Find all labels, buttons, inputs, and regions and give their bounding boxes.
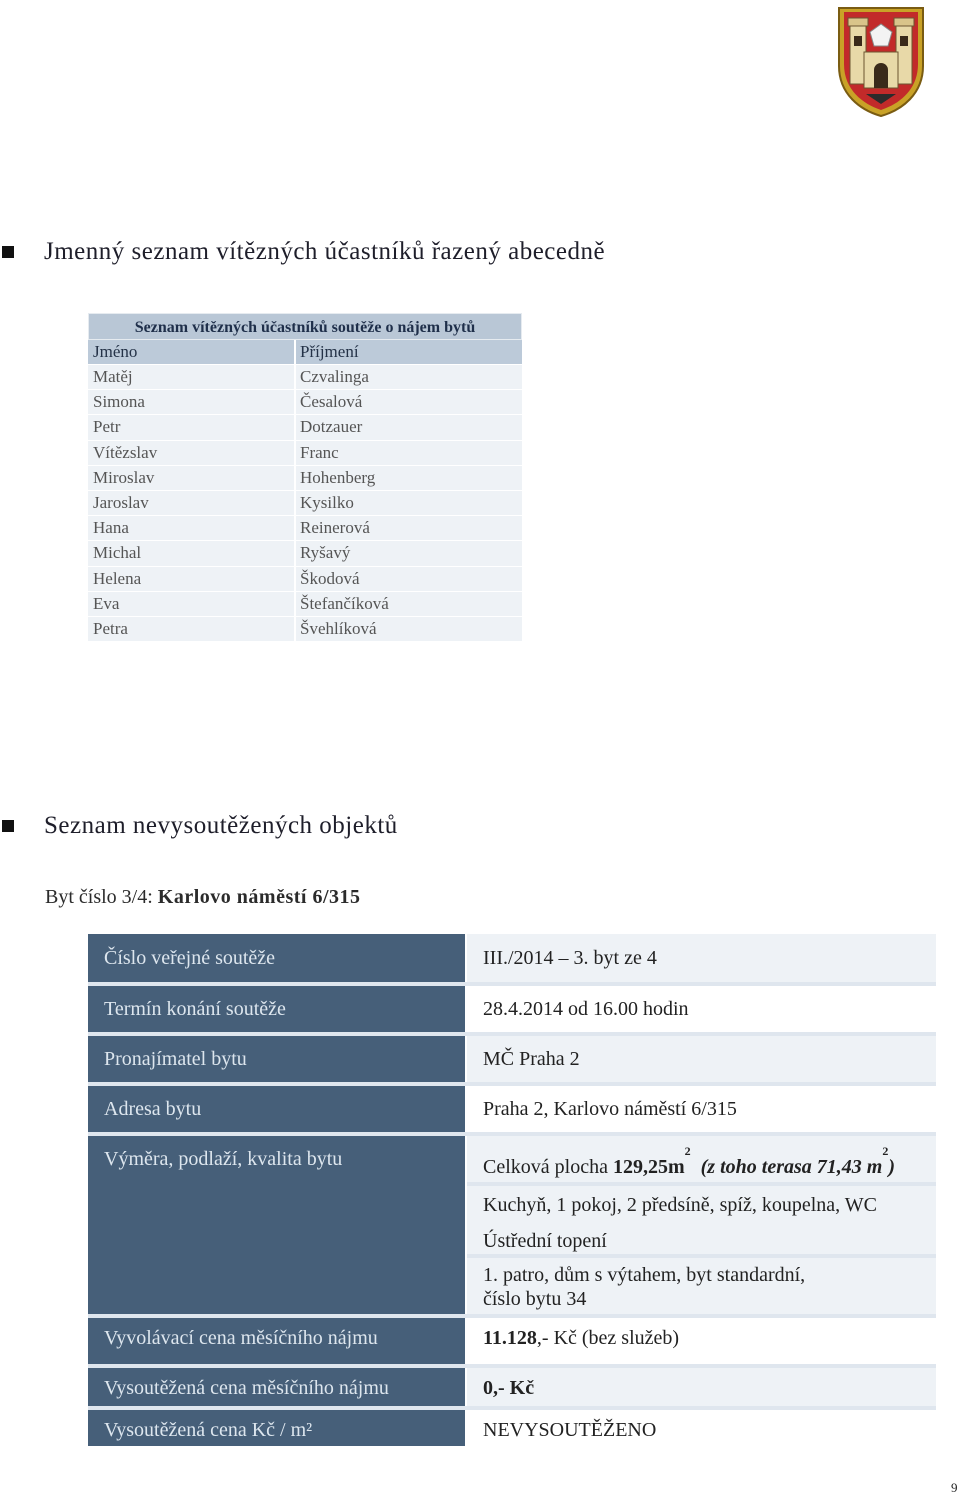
detail-label: Termín konání soutěže [88, 986, 465, 1032]
section-header-unsold [0, 812, 398, 840]
detail-value: Praha 2, Karlovo náměstí 6/315 [467, 1086, 936, 1132]
row-divider [467, 1182, 936, 1186]
table-row [88, 389, 522, 414]
first-name-cell: Vítězslav [88, 441, 296, 465]
last-name-cell: Štefančíková [300, 593, 389, 613]
area-value: 129,25m [612, 1156, 685, 1178]
detail-value: MČ Praha 2 [467, 1036, 936, 1082]
detail-row-competition-number [88, 934, 936, 982]
apartment-number: Byt číslo 3/4: [45, 886, 158, 908]
last-name-cell: Reinerová [300, 518, 370, 538]
first-name-cell: Helena [88, 567, 296, 591]
detail-value [467, 1318, 936, 1364]
area-prefix: Celková plocha [483, 1156, 613, 1178]
rent-amount: 11.128 [483, 1327, 537, 1349]
detail-value: NEVYSOUTĚŽENO [467, 1410, 936, 1446]
table-row [88, 515, 522, 540]
detail-label: Číslo veřejné soutěže [88, 934, 465, 982]
first-name-cell: Matěj [88, 365, 296, 389]
first-name-cell: Petr [88, 415, 296, 439]
table-row [88, 540, 522, 565]
last-name-cell: Czvalinga [300, 367, 369, 386]
section-title: Seznam nevysoutěžených objektů [44, 812, 398, 839]
layout-line: Kuchyň, 1 pokoj, 2 předsíně, spíž, koupelna, WC [483, 1194, 878, 1216]
detail-label-text: Výměra, podlaží, kvalita bytu [104, 1148, 343, 1170]
page-number: 9 [951, 1480, 958, 1495]
table-row [88, 616, 522, 641]
apartment-address: Karlovo náměstí 6/315 [157, 886, 361, 908]
superscript: 2 [684, 1144, 691, 1158]
last-name-cell: Ryšavý [300, 543, 351, 563]
superscript: 2 [882, 1144, 889, 1158]
table-row [88, 566, 522, 591]
detail-row-address [88, 1086, 936, 1132]
terrace-value: (z toho terasa 71,43 m [700, 1156, 883, 1178]
detail-row-price-per-m2 [88, 1410, 936, 1446]
table-row [88, 414, 522, 439]
detail-value: 0,- Kč [467, 1368, 936, 1406]
area-line [483, 1144, 895, 1179]
heating-line: Ústřední topení [483, 1230, 607, 1252]
detail-label: Adresa bytu [88, 1086, 465, 1132]
table-row [88, 364, 522, 389]
table-row [88, 465, 522, 490]
section-title: Jmenný seznam vítězných účastníků řazený abecedně [44, 238, 606, 265]
section-header-winners [0, 238, 605, 266]
table-body [88, 364, 522, 641]
last-name-cell: Škodová [300, 568, 360, 588]
column-header-first-name: Jméno [88, 340, 296, 364]
table-caption: Seznam vítězných účastníků soutěže o nájem bytů [88, 313, 522, 340]
detail-label: Vysoutěžená cena Kč / m² [88, 1410, 465, 1446]
last-name-cell: Kysilko [300, 492, 354, 512]
column-header-last-name: Příjmení [300, 342, 359, 361]
floor-line: 1. patro, dům s výtahem, byt standardní, [483, 1264, 806, 1286]
bullet-icon [2, 820, 14, 832]
bullet-icon [2, 246, 14, 258]
apartment-heading [45, 886, 361, 909]
first-name-cell: Petra [88, 617, 296, 641]
detail-value: 28.4.2014 od 16.00 hodin [467, 986, 936, 1032]
table-row [88, 490, 522, 515]
detail-row-date [88, 986, 936, 1032]
table-row [88, 591, 522, 616]
first-name-cell: Miroslav [88, 466, 296, 490]
coat-of-arms-logo [836, 6, 926, 118]
winners-table [88, 313, 522, 641]
last-name-cell: Hohenberg [300, 467, 376, 487]
apartment-number-line: číslo bytu 34 [483, 1288, 587, 1310]
detail-value: III./2014 – 3. byt ze 4 [467, 934, 936, 982]
first-name-cell: Simona [88, 390, 296, 414]
last-name-cell: Česalová [300, 392, 363, 412]
detail-label: Vyvolávací cena měsíčního nájmu [88, 1318, 465, 1364]
last-name-cell: Švehlíková [300, 618, 377, 638]
terrace-close: ) [888, 1156, 895, 1178]
detail-row-starting-rent [88, 1318, 936, 1364]
row-divider [467, 1254, 936, 1258]
last-name-cell: Dotzauer [300, 417, 363, 437]
detail-row-landlord [88, 1036, 936, 1082]
detail-row-area [88, 1136, 936, 1314]
first-name-cell: Michal [88, 541, 296, 565]
last-name-cell: Franc [300, 442, 339, 462]
detail-label: Vysoutěžená cena měsíčního nájmu [88, 1368, 465, 1406]
rent-suffix: ,- Kč (bez služeb) [536, 1327, 680, 1349]
first-name-cell: Jaroslav [88, 491, 296, 515]
detail-row-won-rent [88, 1368, 936, 1406]
table-row [88, 440, 522, 465]
detail-label: Pronajímatel bytu [88, 1036, 465, 1082]
table-header [88, 340, 522, 364]
detail-value [467, 1136, 936, 1314]
first-name-cell: Hana [88, 516, 296, 540]
detail-label [88, 1136, 465, 1314]
first-name-cell: Eva [88, 592, 296, 616]
